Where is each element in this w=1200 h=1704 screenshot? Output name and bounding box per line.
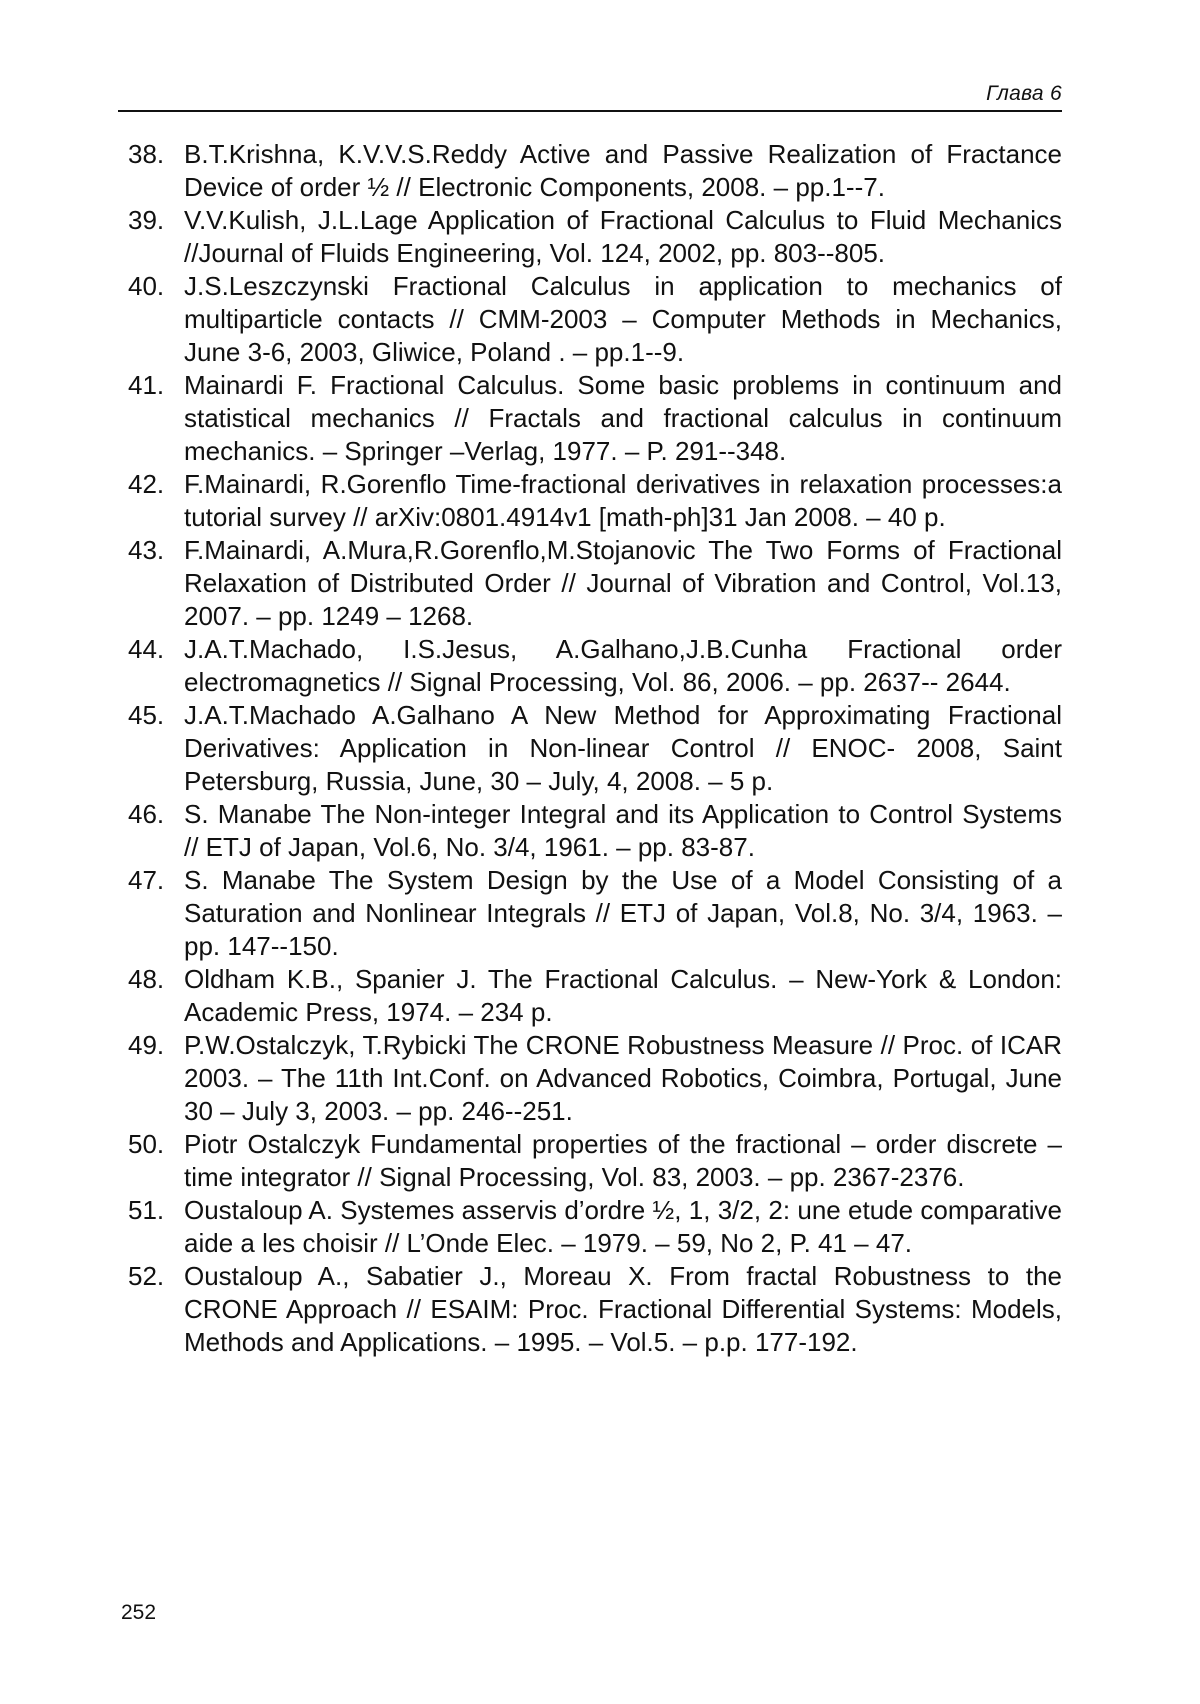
reference-item	[128, 1194, 1062, 1260]
reference-item	[128, 468, 1062, 534]
reference-number: 39.	[128, 204, 184, 270]
reference-text: Piotr Ostalczyk Fundamental properties of the fractional – order discrete – time integrator // Signal Processing, Vol. 83, 2003. – pp. 2367-2376.	[184, 1128, 1062, 1194]
reference-number: 48.	[128, 963, 184, 1029]
reference-text: S. Manabe The System Design by the Use of a Model Consisting of a Saturation and Nonlinear Integrals // ETJ of Japan, Vol.8, No. 3/4, 1963. – pp. 147--150.	[184, 864, 1062, 963]
reference-text: Oustaloup A., Sabatier J., Moreau X. From fractal Robustness to the CRONE Approach // ESAIM: Proc. Fractional Differential Systems: Models, Methods and Applications. – 1995. – Vol.5. – p.p. 177-192.	[184, 1260, 1062, 1359]
reference-text: F.Mainardi, A.Mura,R.Gorenflo,M.Stojanovic The Two Forms of Fractional Relaxation of Distributed Order // Journal of Vibration and Control, Vol.13, 2007. – pp. 1249 – 1268.	[184, 534, 1062, 633]
reference-item	[128, 798, 1062, 864]
reference-item	[128, 699, 1062, 798]
reference-number: 46.	[128, 798, 184, 864]
reference-text: P.W.Ostalczyk, T.Rybicki The CRONE Robustness Measure // Proc. of ICAR 2003. – The 11th Int.Conf. on Advanced Robotics, Coimbra, Portugal, June 30 – July 3, 2003. – pp. 246--251.	[184, 1029, 1062, 1128]
reference-number: 49.	[128, 1029, 184, 1128]
reference-item	[128, 138, 1062, 204]
reference-text: F.Mainardi, R.Gorenflo Time-fractional derivatives in relaxation processes:a tutorial survey // arXiv:0801.4914v1 [math-ph]31 Jan 2008. – 40 p.	[184, 468, 1062, 534]
reference-text: B.T.Krishna, K.V.V.S.Reddy Active and Passive Realization of Fractance Device of order ½ // Electronic Components, 2008. – pp.1--7.	[184, 138, 1062, 204]
reference-item	[128, 963, 1062, 1029]
reference-number: 51.	[128, 1194, 184, 1260]
page-number: 252	[121, 1601, 156, 1625]
reference-number: 42.	[128, 468, 184, 534]
reference-text: Mainardi F. Fractional Calculus. Some basic problems in continuum and statistical mechanics // Fractals and fractional calculus in continuum mechanics. – Springer –Verlag, 1977. – P. 291--348.	[184, 369, 1062, 468]
reference-number: 44.	[128, 633, 184, 699]
reference-item	[128, 1260, 1062, 1359]
chapter-label: Глава 6	[986, 82, 1062, 106]
reference-number: 50.	[128, 1128, 184, 1194]
reference-item	[128, 1029, 1062, 1128]
reference-number: 40.	[128, 270, 184, 369]
reference-text: S. Manabe The Non-integer Integral and its Application to Control Systems // ETJ of Japan, Vol.6, No. 3/4, 1961. – pp. 83-87.	[184, 798, 1062, 864]
reference-number: 52.	[128, 1260, 184, 1359]
reference-number: 43.	[128, 534, 184, 633]
reference-number: 47.	[128, 864, 184, 963]
reference-text: J.A.T.Machado, I.S.Jesus, A.Galhano,J.B.Cunha Fractional order electromagnetics // Signal Processing, Vol. 86, 2006. – pp. 2637-- 2644.	[184, 633, 1062, 699]
reference-number: 41.	[128, 369, 184, 468]
reference-item	[128, 270, 1062, 369]
reference-text: V.V.Kulish, J.L.Lage Application of Fractional Calculus to Fluid Mechanics //Journal of Fluids Engineering, Vol. 124, 2002, pp. 803--805.	[184, 204, 1062, 270]
reference-number: 38.	[128, 138, 184, 204]
reference-text: Oldham K.B., Spanier J. The Fractional Calculus. – New-York & London: Academic Press, 1974. – 234 p.	[184, 963, 1062, 1029]
reference-text: J.A.T.Machado A.Galhano A New Method for Approximating Fractional Derivatives: Application in Non-linear Control // ENOC- 2008, Saint Petersburg, Russia, June, 30 – July, 4, 2008. – 5 p.	[184, 699, 1062, 798]
reference-item	[128, 204, 1062, 270]
reference-item	[128, 864, 1062, 963]
reference-number: 45.	[128, 699, 184, 798]
reference-item	[128, 633, 1062, 699]
reference-item	[128, 1128, 1062, 1194]
running-header	[118, 78, 1062, 112]
reference-text: J.S.Leszczynski Fractional Calculus in application to mechanics of multiparticle contacts // CMM-2003 – Computer Methods in Mechanics, June 3-6, 2003, Gliwice, Poland . – pp.1--9.	[184, 270, 1062, 369]
reference-item	[128, 369, 1062, 468]
reference-text: Oustaloup A. Systemes asservis d’ordre ½, 1, 3/2, 2: une etude comparative aide a les choisir // L’Onde Elec. – 1979. – 59, No 2, P. 41 – 47.	[184, 1194, 1062, 1260]
reference-list	[128, 138, 1062, 1359]
reference-item	[128, 534, 1062, 633]
